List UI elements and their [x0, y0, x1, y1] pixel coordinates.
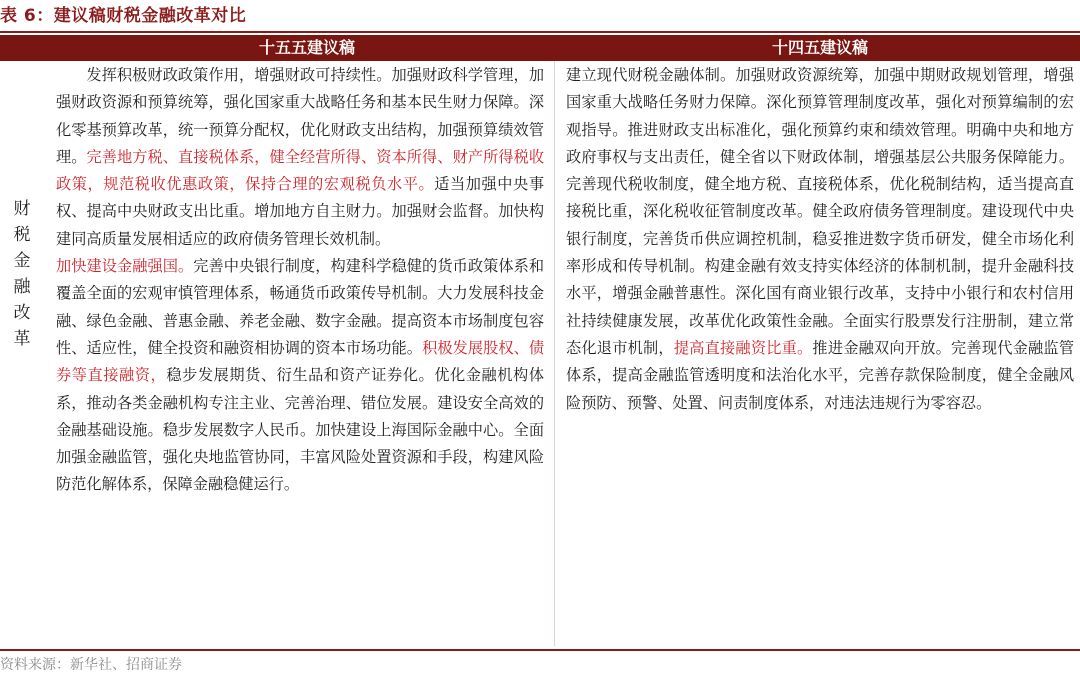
left-highlight-finance-power: 加快建设金融强国。 [56, 257, 194, 276]
right-column-text [566, 62, 1074, 417]
left-highlight-direct-financing: 积极发展股权、债券等直接融资， [56, 338, 545, 385]
row-label-char: 财 [13, 199, 31, 219]
right-text-segment: 建立现代财税金融体制。加强财政资源统筹，加强中期财政规划管理，增强国家重大战略任务财力保障。深化预算管理制度改革，强化对预算编制的宏观指导。推进财政支出标准化，强化预算约束和绩效管理。明确中央和地方政府事权与支出责任，健全省以下财政体制，增强基层公共服务保障能力。完善现代税收制度，健全地方税、直接税体系，优化税制结构，适当提高直接税比重，深化税收征管制度改革。健全政府债务管理制度。建设现代中央银行制度，完善货币供应调控机制，稳妥推进数字货币研发，健全市场化利率形成和传导机制。构建金融有效支持实体经济的体制机制，提升金融科技水平，增强金融普惠性。深化国有商业银行改革，支持中小银行和农村信用社持续健康发展，改革优化政策性金融。全面实行股票发行注册制，建立常态化退市机制， [566, 66, 1074, 357]
row-label-char: 金 [13, 251, 31, 271]
left-paragraph-fiscal [56, 62, 544, 253]
row-label-char: 融 [13, 277, 31, 297]
left-text-segment: 适当加强中央事权、提高中央财政支出比重。增加地方自主财力。加强财会监督。加快构建同高质量发展相适应的政府债务管理长效机制。 [56, 175, 545, 248]
header-15th-plan: 十五五建议稿 [258, 38, 355, 57]
right-highlight-direct-financing: 提高直接融资比重。 [673, 338, 813, 357]
title-rule [0, 31, 1080, 33]
row-label-char: 改 [13, 303, 31, 323]
left-text-segment: 完善中央银行制度，构建科学稳健的货币政策体系和覆盖全面的宏观审慎管理体系，畅通货币政策传导机制。大力发展科技金融、绿色金融、普惠金融、养老金融、数字金融。提高资本市场制度包容性、适应性，健全投资和融资相协调的资本市场功能。 [56, 257, 545, 357]
table-title: 表 6：建议稿财税金融改革对比 [0, 6, 247, 26]
right-text-segment: 推进金融双向开放。完善现代金融监管体系，提高金融监管透明度和法治化水平，完善存款保险制度，健全金融风险预防、预警、处置、问责制度体系，对违法违规行为零容忍。 [566, 338, 1075, 412]
row-label [4, 196, 40, 352]
header-14th-plan: 十四五建议稿 [771, 38, 868, 57]
left-highlight-tax: 完善地方税、直接税体系，健全经营所得、资本所得、财产所得税收政策，规范税收优惠政策，保持合理的宏观税负水平。 [56, 147, 545, 194]
left-text-segment: 发挥积极财政政策作用，增强财政可持续性。加强财政科学管理，加强财政资源和预算统筹，强化国家重大战略任务和基本民生财力保障。深化零基预算改革，统一预算分配权，优化财政支出结构，加强预算绩效管理。 [56, 66, 544, 166]
left-paragraph-finance [56, 253, 544, 499]
left-text-segment: 稳步发展期货、衍生品和资产证券化。优化金融机构体系，推动各类金融机构专注主业、完善治理、错位发展。建设安全高效的金融基础设施。稳步发展数字人民币。加快建设上海国际金融中心。全面加强金融监管，强化央地监管协同，丰富风险处置资源和手段，构建风险防范化解体系，保障金融稳健运行。 [56, 366, 545, 494]
bottom-rule [0, 649, 1080, 651]
row-label-char: 税 [13, 225, 31, 245]
left-column-text [56, 62, 544, 499]
source-note: 资料来源：新华社、招商证券 [0, 657, 182, 673]
table-header [0, 35, 1080, 61]
row-label-char: 革 [13, 329, 31, 349]
right-paragraph [566, 62, 1074, 417]
column-divider [554, 61, 555, 646]
